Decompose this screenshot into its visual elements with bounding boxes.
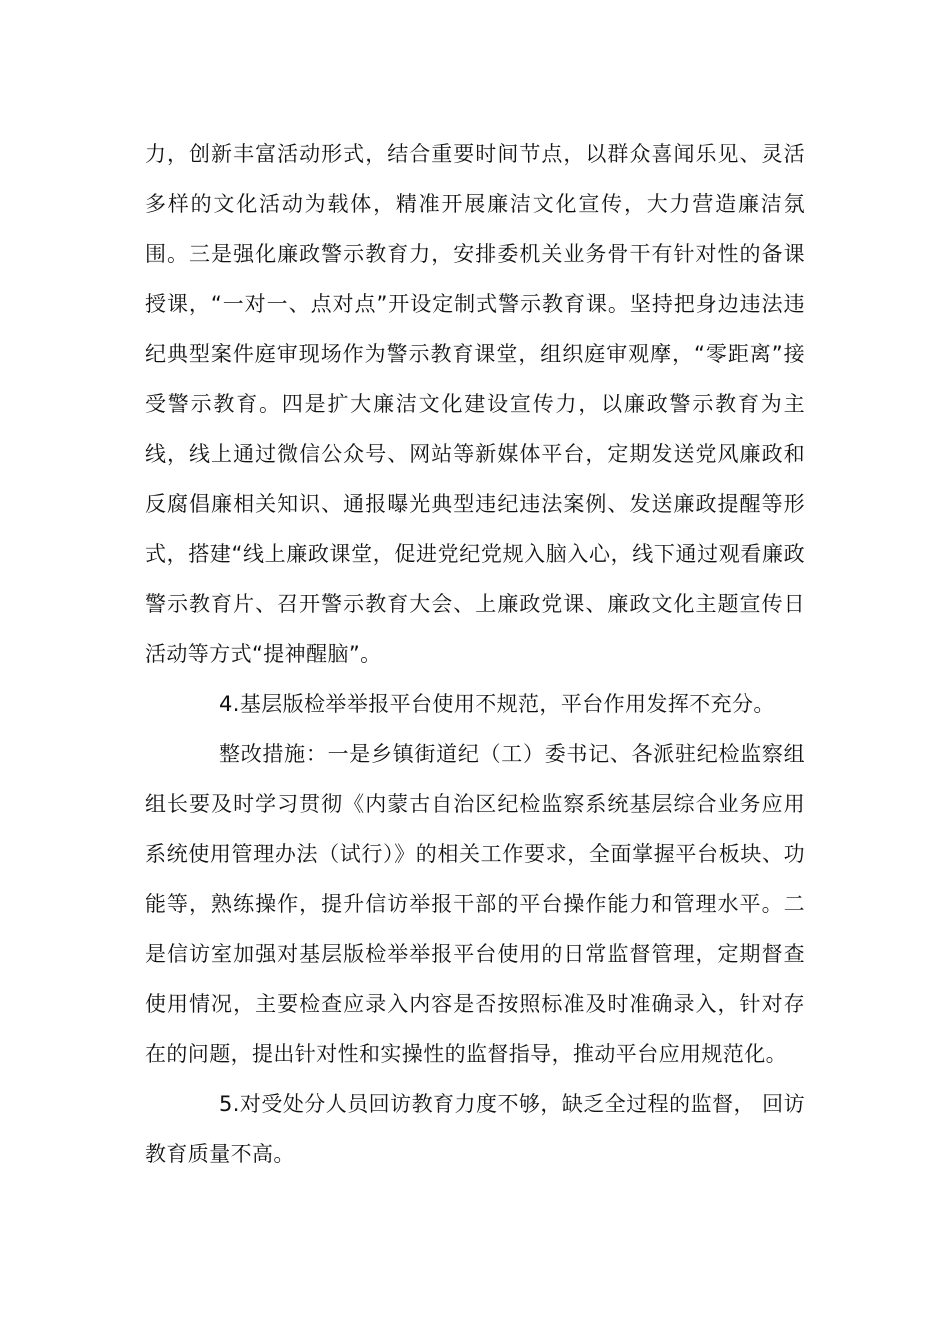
heading-item-5: 5.对受处分人员回访教育力度不够，缺乏全过程的监督， 回访教育质量不高。 xyxy=(145,1092,805,1166)
document-body xyxy=(145,129,805,1179)
paragraph-rectification-measures: 整改措施：一是乡镇街道纪（工）委书记、各派驻纪检监察组组长要及时学习贯彻《内蒙古自治区纪检监察系统基层综合业务应用系统使用管理办法（试行）》的相关工作要求，全面掌握平台板块、功能等，熟练操作，提升信访举报干部的平台操作能力和管理水平。二是信访室加强对基层版检举举报平台使用的日常监督管理，定期督查使用情况，主要检查应录入内容是否按照标准及时准确录入，针对存在的问题，提出针对性和实操性的监督指导，推动平台应用规范化。 xyxy=(145,742,805,1066)
paragraph-continued-text: 力，创新丰富活动形式，结合重要时间节点，以群众喜闻乐见、灵活多样的文化活动为载体，精准开展廉洁文化宣传，大力营造廉洁氛围。三是强化廉政警示教育力，安排委机关业务骨干有针对性的备课授课，“一对一、点对点”开设定制式警示教育课。坚持把身边违法违纪典型案件庭审现场作为警示教育课堂，组织庭审观摩，“零距离”接受警示教育。四是扩大廉洁文化建设宣传力，以廉政警示教育为主线，线上通过微信公众号、网站等新媒体平台，定期发送党风廉政和反腐倡廉相关知识、通报曝光典型违纪违法案例、发送廉政提醒等形式，搭建“线上廉政课堂，促进党纪党规入脑入心，线下通过观看廉政警示教育片、召开警示教育大会、上廉政党课、廉政文化主题宣传日活动等方式“提神醒脑”。 xyxy=(145,142,805,666)
heading-item-4: 4.基层版检举举报平台使用不规范，平台作用发挥不充分。 xyxy=(219,692,775,716)
